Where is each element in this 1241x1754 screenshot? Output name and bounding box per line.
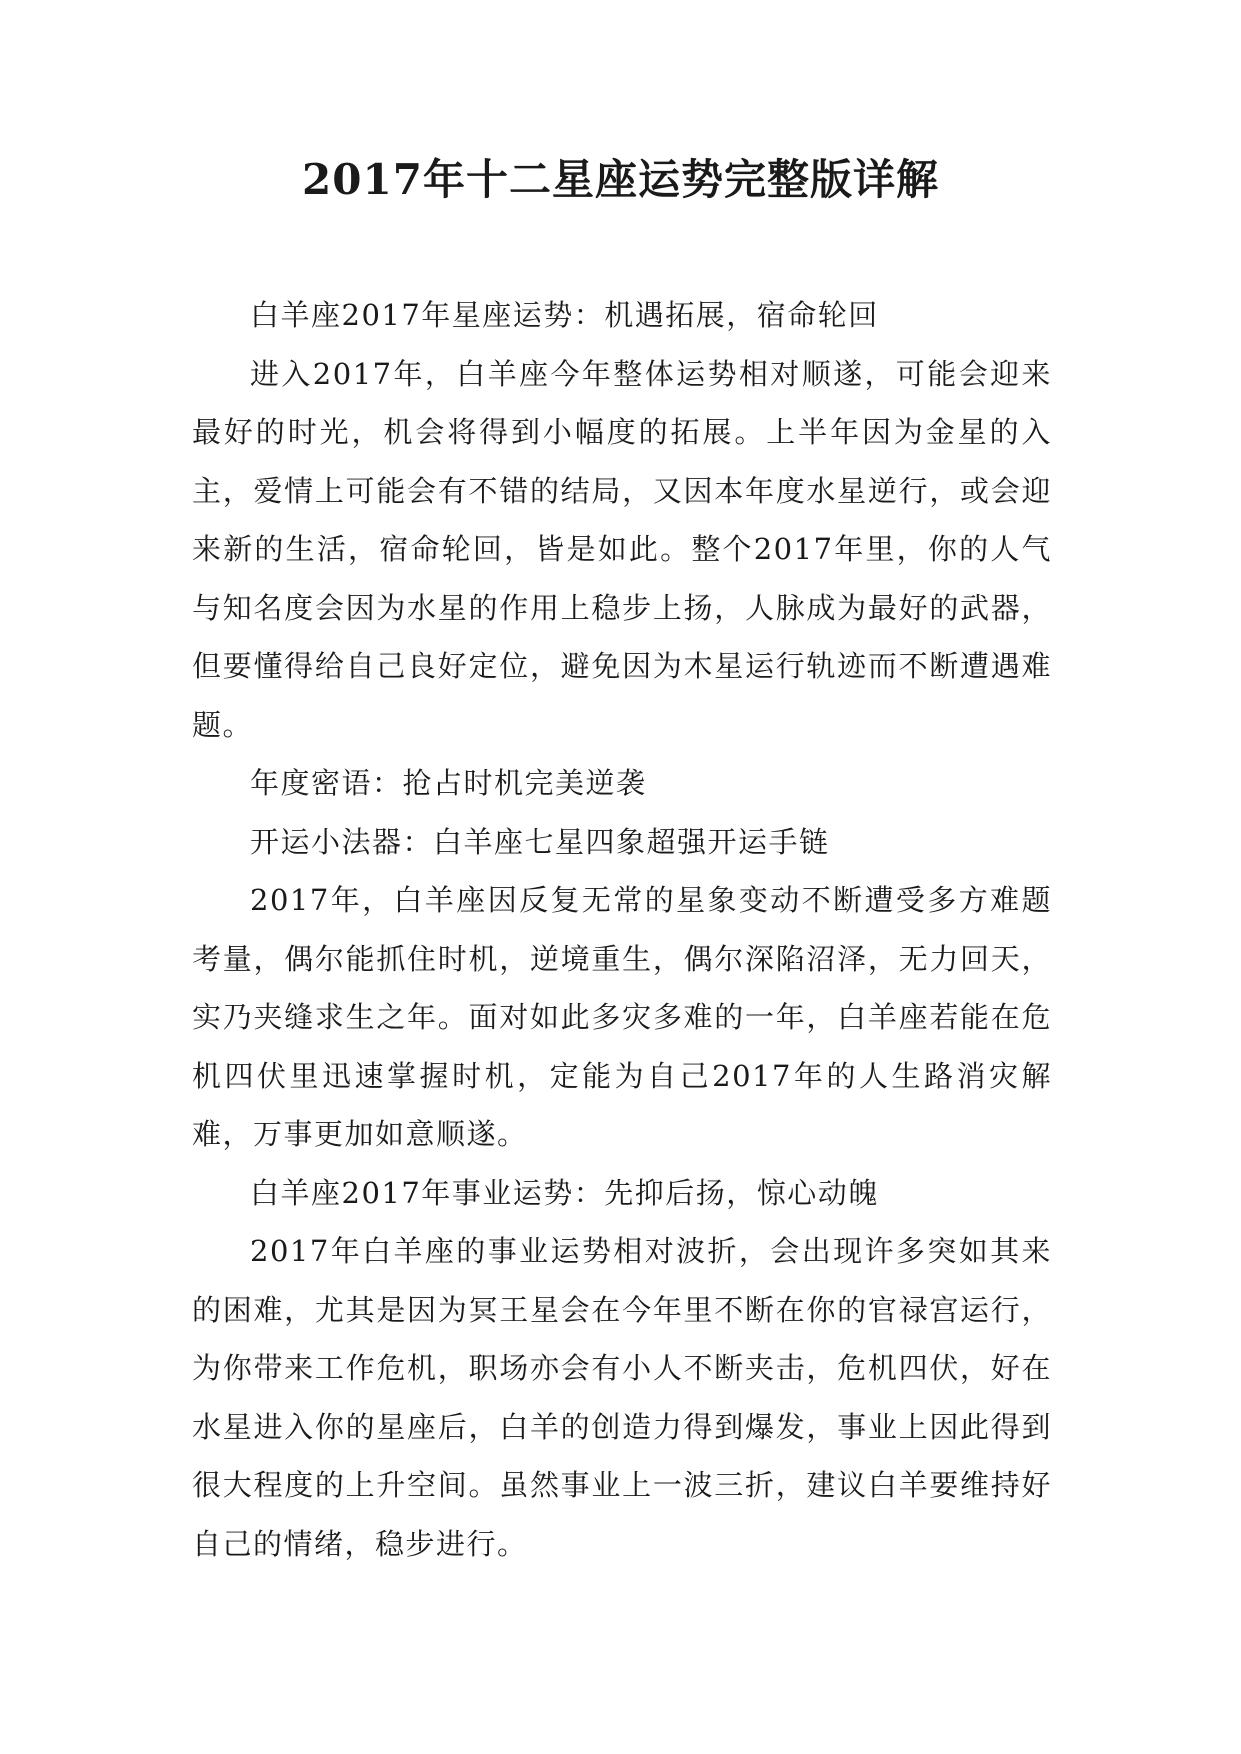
document-body (192, 286, 1052, 1573)
paragraph-annual-motto: 年度密语：抢占时机完美逆袭 (250, 766, 647, 800)
heading-aries-career: 白羊座2017年事业运势：先抑后扬，惊心动魄 (250, 1175, 879, 1210)
paragraph-aries-career: 2017年白羊座的事业运势相对波折，会出现许多突如其来的困难，尤其是因为冥王星会在今年里不断在你的官禄宫运行，为你带来工作危机，职场亦会有小人不断夹击，危机四伏，好在水星进入你的星座后，白羊的创造力得到爆发，事业上因此得到很大程度的上升空间。虽然事业上一波三折，建议白羊要维持好自己的情绪，稳步进行。 (192, 1234, 1052, 1561)
paragraph-aries-overview: 进入2017年，白羊座今年整体运势相对顺遂，可能会迎来最好的时光，机会将得到小幅度的拓展。上半年因为金星的入主，爱情上可能会有不错的结局，又因本年度水星逆行，或会迎来新的生活，宿命轮回，皆是如此。整个2017年里，你的人气与知名度会因为水星的作用上稳步上扬，人脉成为最好的武器，但要懂得给自己良好定位，避免因为木星运行轨迹而不断遭遇难题。 (192, 356, 1052, 742)
paragraph-aries-year-summary: 2017年，白羊座因反复无常的星象变动不断遭受多方难题考量，偶尔能抓住时机，逆境重生，偶尔深陷沼泽，无力回天，实乃夹缝求生之年。面对如此多灾多难的一年，白羊座若能在危机四伏里迅速掌握时机，定能为自己2017年的人生路消灾解难，万事更加如意顺遂。 (192, 883, 1052, 1151)
paragraph-lucky-charm: 开运小法器：白羊座七星四象超强开运手链 (250, 824, 830, 859)
heading-aries-overview: 白羊座2017年星座运势：机遇拓展，宿命轮回 (250, 298, 879, 332)
document-title: 2017年十二星座运势完整版详解 (302, 155, 939, 204)
